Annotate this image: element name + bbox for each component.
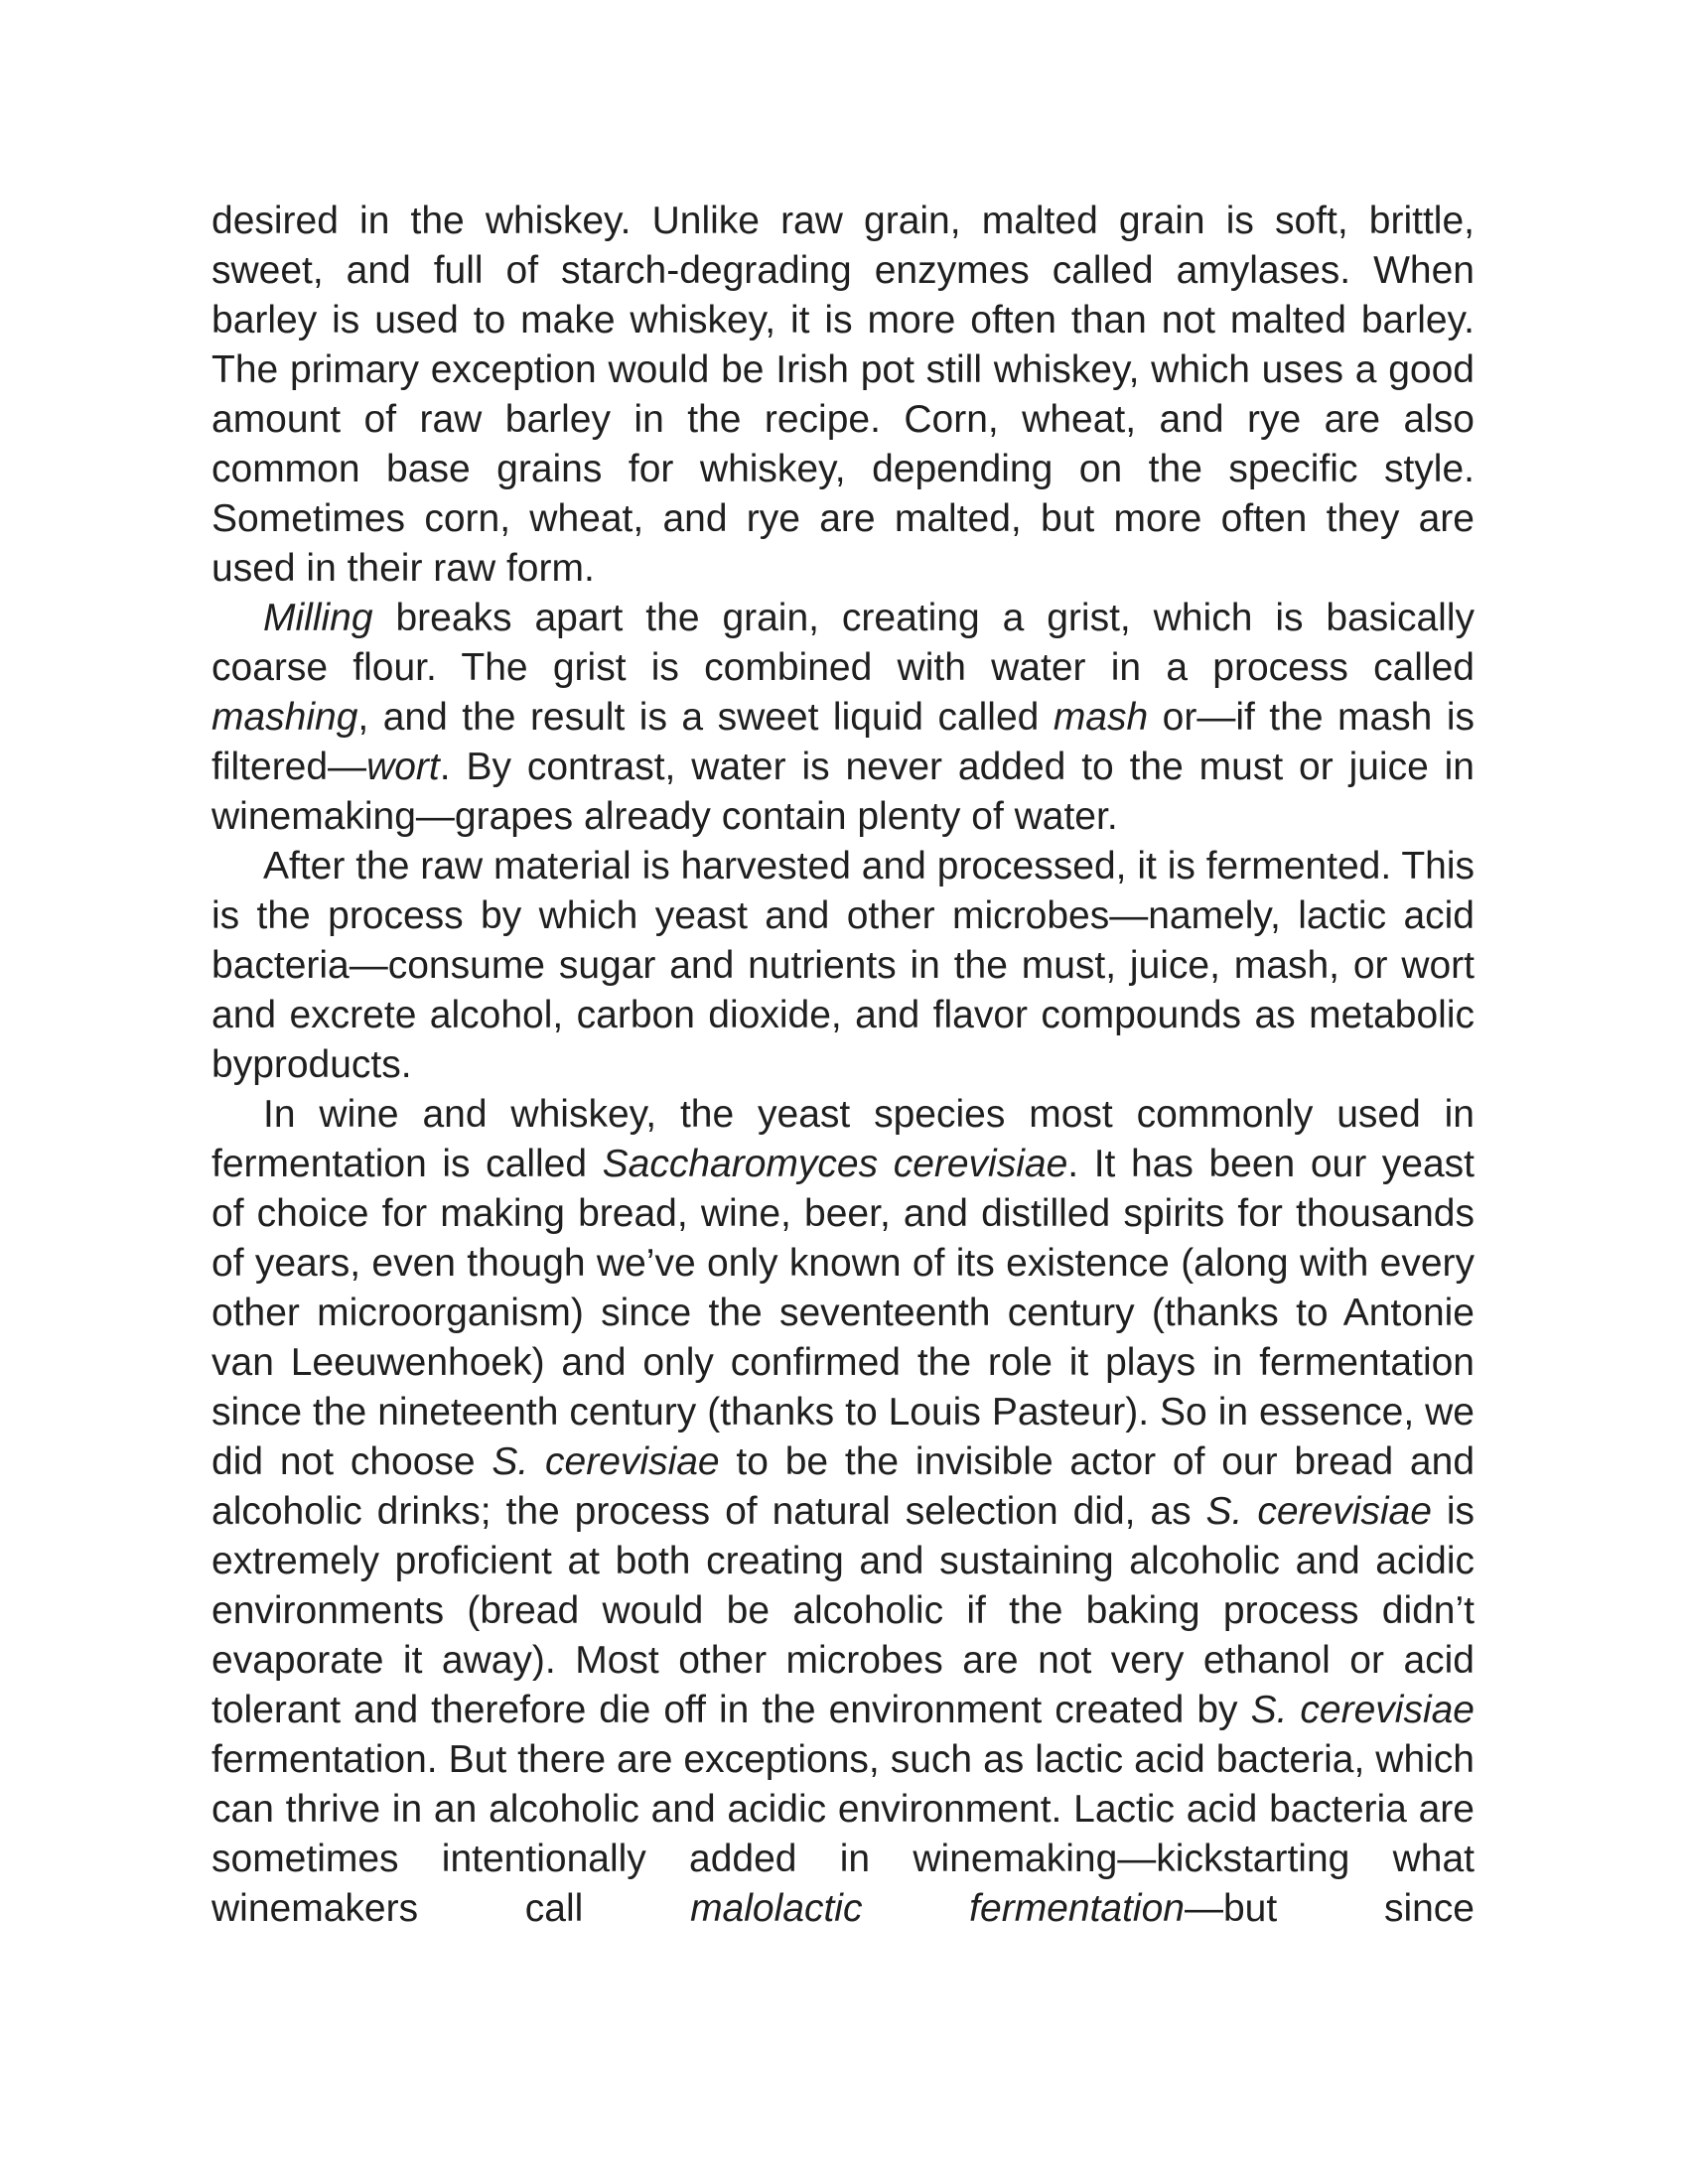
text-run: . By contrast, water is never added to the must or juice in winemaking—grapes already contain plenty of water. xyxy=(211,746,1475,838)
text-run: is extremely proficient at both creating and sustaining alcoholic and acidic environments (bread would be alcoholic if the baking process didn’t evaporate it away). Most other microbes are not very ethanol or acid tolerant and therefore die off in the environment created by xyxy=(211,1490,1476,1731)
text-run: —but since xyxy=(1184,1887,1475,1930)
text-run: . It has been our yeast of choice for making bread, wine, beer, and distilled spirits for thousands of years, even though we’ve only known of its existence (along with every other microorganism) since the seventeenth century (thanks to Antonie van Leeuwenhoek) and only confirmed the role it plays in fermentation since the nineteenth century (thanks to Louis Pasteur). So in essence, we did not choose xyxy=(211,1143,1476,1483)
italic-term: mashing xyxy=(211,696,358,739)
text-run: After the raw material is harvested and processed, it is fermented. This is the process by which yeast and other microbes—namely, lactic acid bacteria—consume sugar and nutrients in the must, juice, mash, or wort and excrete alcohol, carbon dioxide, and flavor compounds as metabolic byproducts. xyxy=(211,845,1475,1086)
text-run: In wine and whiskey, the yeast species most commonly used in fermentation is called xyxy=(211,1093,1475,1185)
italic-term: S. cerevisiae xyxy=(1250,1689,1476,1731)
text-run: , and the result is a sweet liquid called xyxy=(357,696,1054,739)
body-paragraph xyxy=(211,1090,1475,1934)
italic-term: Saccharomyces cerevisiae xyxy=(602,1143,1068,1185)
italic-term: mash xyxy=(1053,696,1149,739)
text-run: or—if the mash is filtered— xyxy=(211,696,1475,788)
text-run: fermentation. But there are exceptions, such as lactic acid bacteria, which can thrive in an alcoholic and acidic environment. Lactic acid bacteria are sometimes intentionally added in winemaking—kickstarting what winemakers call xyxy=(211,1738,1475,1930)
italic-term: S. cerevisiae xyxy=(1205,1490,1432,1533)
body-paragraph xyxy=(211,197,1475,594)
body-paragraph xyxy=(211,842,1475,1090)
text-run: to be the invisible actor of our bread and alcoholic drinks; the process of natural selection did, as xyxy=(211,1440,1476,1533)
italic-term: Milling xyxy=(263,597,373,639)
italic-term: wort xyxy=(366,746,440,788)
body-paragraph xyxy=(211,594,1475,842)
text-run: breaks apart the grain, creating a grist, which is basically coarse flour. The grist is combined with water in a process called xyxy=(211,597,1475,689)
italic-term: S. cerevisiae xyxy=(492,1440,720,1483)
page-body xyxy=(211,197,1475,1934)
text-run: desired in the whiskey. Unlike raw grain, malted grain is soft, brittle, sweet, and full of starch-degrading enzymes called amylases. When barley is used to make whiskey, it is more often than not malted barley. The primary exception would be Irish pot still whiskey, which uses a good amount of raw barley in the recipe. Corn, wheat, and rye are also common base grains for whiskey, depending on the specific style. Sometimes corn, wheat, and rye are malted, but more often they are used in their raw form. xyxy=(211,200,1475,590)
italic-term: malolactic fermentation xyxy=(690,1887,1185,1930)
